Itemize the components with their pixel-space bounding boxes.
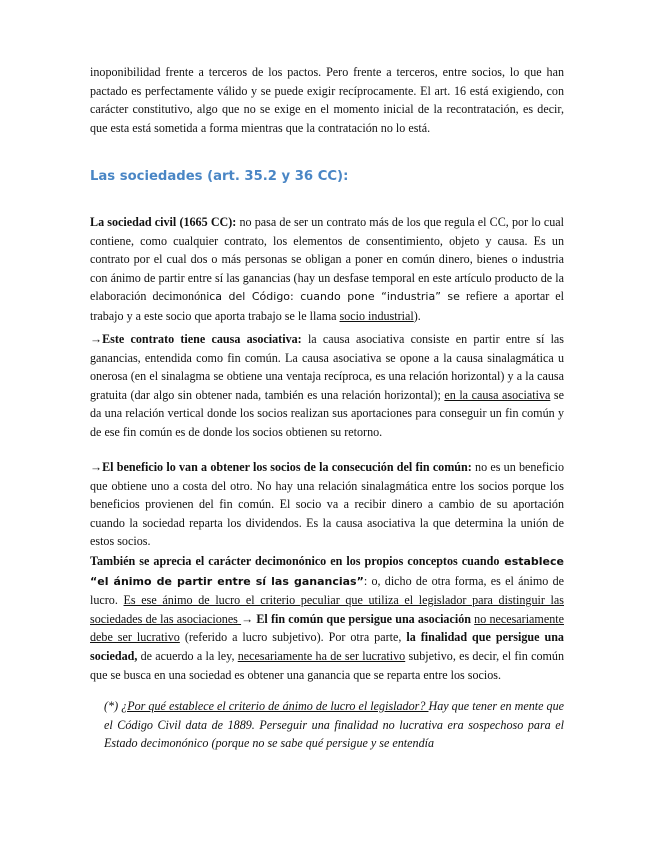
p3-lead: El beneficio lo van a obtener los socios de la consecución del fin común: bbox=[102, 460, 472, 474]
p1-tail: ). bbox=[413, 308, 421, 323]
p1-text2: refiere a aportar el trabajo y a este socio que aporta trabajo se le llama bbox=[90, 289, 564, 323]
intro-text: inoponibilidad frente a terceros de los pactos. Pero frente a terceros, entre socios, lo que han pactado es perfectamente válido y se puede exigir recíprocamente. El art. 16 está exigiendo, con carácter constitutivo, algo que no se exige en el momento inicial de la recontratación, es decir, que esta está sometida a forma mientras que la contratación no lo está. bbox=[90, 65, 564, 135]
p4-underlined-3: necesariamente ha de ser lucrativo bbox=[237, 648, 406, 663]
p1-text: no pasa de ser un contrato más de los que regula el CC, por lo cual contiene, como cualquier contrato, los elementos de consentimiento, objeto y causa. Es un contrato por el cual dos o más personas se obligan a poner en común dinero, bienes o industria con ánimo de partir entre sí las ganancias (hay un desfase temporal en este artículo producto de la elaboración decimonón bbox=[90, 215, 564, 304]
p1-alt-font-text: ica del Código: cuando pone “industria” se bbox=[206, 290, 460, 304]
p2-underlined: en la causa asociativa bbox=[444, 387, 551, 402]
paragraph-decimononico bbox=[90, 552, 564, 684]
p4-underlined-1: Es ese ánimo de lucro el criterio peculiar que utiliza el legislador para distinguir las sociedades de las asociaciones bbox=[90, 593, 564, 626]
p4-bold-2: la finalidad que persigue una sociedad, bbox=[90, 630, 564, 663]
p3-text: no es un beneficio que obtiene uno a costa del otro. No hay una relación sinalagmática entre los socios porque los beneficios provienen del fin común. El socio va a recibir dinero a cambio de su aportación cuando la sociedad reparta los dividendos. Es la causa asociativa la que determina la unión de estos socios. bbox=[90, 460, 564, 549]
p2-text: la causa asociativa consiste en partir entre sí las ganancias, entendida como fin común. La causa asociativa se opone a la causa sinalagmática u onerosa (en el sinalagma se obtiene una ventaja recíproca, es una relación horizontal) y a la causa gratuita (dar algo sin obtener nada, también es una relación horizontal); bbox=[90, 332, 565, 402]
note-question: ¿Por qué establece el criterio de ánimo de lucro el legislador? bbox=[121, 699, 429, 713]
section-heading: Las sociedades (art. 35.2 y 36 CC): bbox=[90, 169, 349, 184]
p2-lead: Este contrato tiene causa asociativa: bbox=[102, 332, 302, 346]
note-marker: (*) bbox=[104, 699, 122, 713]
p1-lead: La sociedad civil (1665 CC): bbox=[90, 215, 237, 229]
p4-text4: subjetivo, es decir, el fin común que se busca en una sociedad es obtener una ganancia que se reparta entre los socios. bbox=[90, 648, 564, 682]
p4-bold-1: El fin común que persigue una asociación bbox=[253, 611, 471, 626]
paragraph-causa-asociativa bbox=[90, 330, 564, 442]
arrow-icon: → bbox=[241, 611, 254, 626]
arrow-icon: → bbox=[90, 332, 103, 346]
p4-text3: de acuerdo a la ley, bbox=[137, 648, 238, 663]
p4-text2: (referido a lucro subjetivo). Por otra parte, bbox=[179, 630, 407, 645]
p4-text1: : o, dicho de otra forma, es el ánimo de lucro. bbox=[90, 573, 564, 608]
arrow-icon: → bbox=[90, 460, 103, 474]
p4-lead-alt: establece “el ánimo de partir entre sí las ganancias” bbox=[90, 555, 565, 588]
p4-underlined-2: no necesariamente debe ser lucrativo bbox=[90, 611, 564, 645]
footnote-paragraph bbox=[90, 697, 564, 753]
paragraph-beneficio bbox=[90, 458, 564, 551]
paragraph-sociedad-civil bbox=[90, 213, 564, 326]
p4-lead: También se aprecia el carácter decimonónico en los propios conceptos cuando bbox=[90, 554, 500, 568]
p2-text2: se da una relación vertical donde los socios realizan sus aportaciones para conseguir un fin común y de ese fin común es de donde los socios obtienen su retorno. bbox=[90, 387, 564, 439]
intro-paragraph bbox=[90, 63, 564, 137]
p1-underlined: socio industrial bbox=[339, 308, 414, 323]
note-text: Hay que tener en mente que el Código Civil data de 1889. Perseguir una finalidad no lucrativa era sospechoso para el Estado decimonónico (porque no se sabe qué persigue y se entendía bbox=[104, 699, 564, 751]
